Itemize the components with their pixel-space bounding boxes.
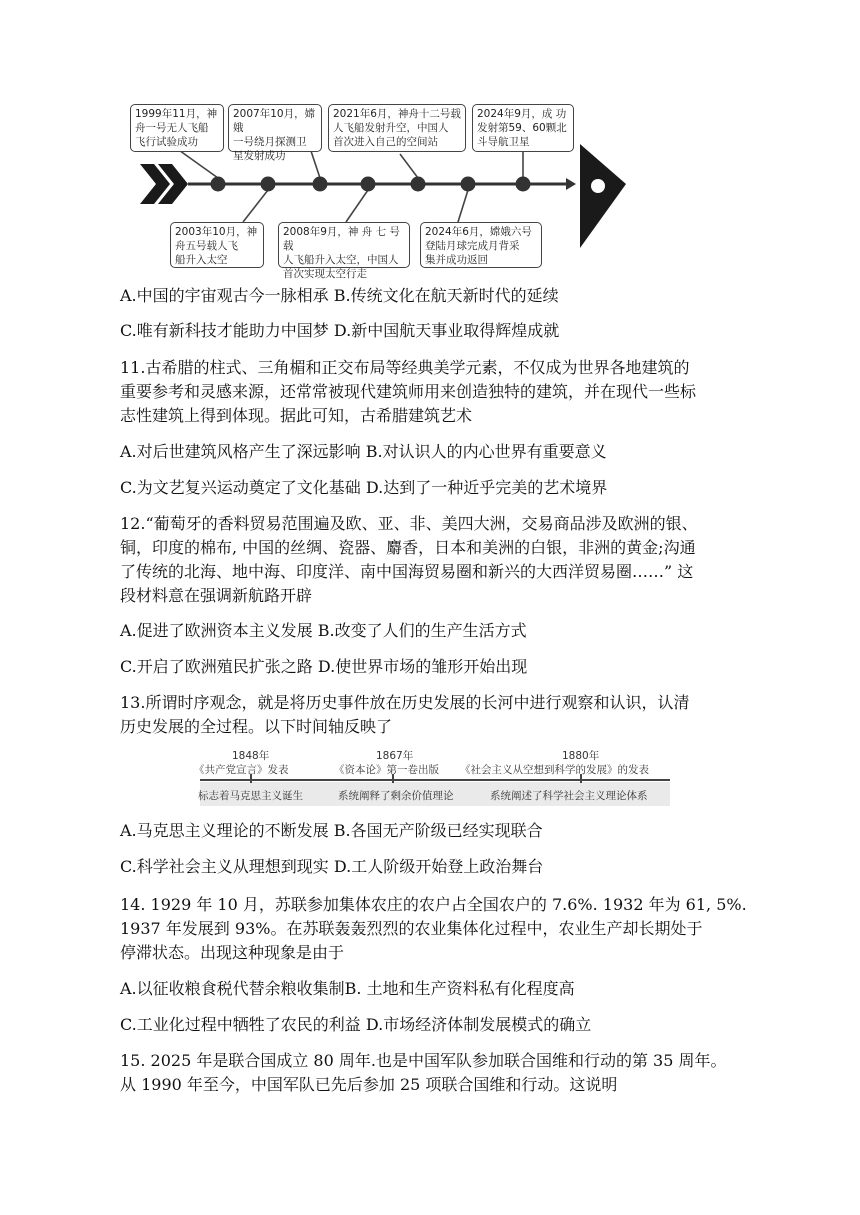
event-box-2024-jun: 2024年6月，嫦娥六号 登陆月球完成月背采 集并成功返回 — [420, 222, 542, 268]
q10-option-cd: C.唯有新科技才能助力中国梦 D.新中国航天事业取得辉煌成就 — [120, 321, 560, 340]
event-title: 《社会主义从空想到科学的发展》的发表 — [460, 764, 649, 776]
q13-option-ab: A.马克思主义理论的不断发展 B.各国无产阶级已经实现联合 — [120, 821, 543, 840]
timeline-dot — [411, 177, 426, 192]
q11-stem: 志性建筑上得到体现。据此可知，古希腊建筑艺术 — [120, 406, 473, 425]
event-box-1999: 1999年11月，神 舟一号无人飞船 飞行试验成功 — [130, 104, 224, 152]
q14-option-cd: C.工业化过程中牺牲了农民的利益 D.市场经济体制发展模式的确立 — [120, 1015, 592, 1034]
q11-option-cd: C.为文艺复兴运动奠定了文化基础 D.达到了一种近乎完美的艺术境界 — [120, 478, 608, 497]
timeline-dot — [461, 177, 476, 192]
event-note: 系统阐释了剩余价值理论 — [338, 790, 454, 802]
q15-stem: 从 1990 年至今，中国军队已先后参加 25 项联合国维和行动。这说明 — [120, 1075, 618, 1094]
event-note: 系统阐述了科学社会主义理论体系 — [490, 790, 648, 802]
event-year: 1880年 — [562, 750, 600, 762]
event-box-2021: 2021年6月，神舟十二号载 人飞船发射升空，中国人 首次进入自己的空间站 — [328, 104, 466, 152]
q14-stem: 14. 1929 年 10 月，苏联参加集体农庄的农户占全国农户的 7.6%. 1932 年为 61, 5%. — [120, 895, 747, 914]
q12-option-cd: C.开启了欧洲殖民扩张之路 D.使世界市场的雏形开始出现 — [120, 657, 528, 676]
q12-stem: 铜，印度的棉布, 中国的丝绸、瓷器、麝香，日本和美洲的白银，非洲的黄金;沟通 — [120, 538, 696, 557]
q12-stem: 段材料意在强调新航路开辟 — [120, 586, 313, 605]
q12-stem: 12.“葡萄牙的香料贸易范围遍及欧、亚、非、美四大洲，交易商品涉及欧洲的银、 — [120, 514, 698, 533]
event-box-2024-sep: 2024年9月，成 功 发射第59、60颗北 斗导航卫星 — [472, 104, 574, 152]
timeline-dot — [361, 177, 376, 192]
q12-stem: 了传统的北海、地中海、印度洋、南中国海贸易圈和新兴的大西洋贸易圈……” 这 — [120, 562, 694, 581]
q14-stem: 1937 年发展到 93%。在苏联轰轰烈烈的农业集体化过程中，农业生产却长期处于 — [120, 919, 703, 938]
event-year: 1867年 — [376, 750, 414, 762]
q10-option-ab: A.中国的宇宙观古今一脉相承 B.传统文化在航天新时代的延续 — [120, 286, 559, 305]
q14-stem: 停滞状态。出现这种现象是由于 — [120, 943, 345, 962]
space-timeline-figure — [128, 98, 628, 280]
q15-stem: 15. 2025 年是联合国成立 80 周年.也是中国军队参加联合国维和行动的第 35 周年。 — [120, 1051, 727, 1070]
event-box-2007: 2007年10月，嫦娥 一号绕月探测卫 星发射成功 — [228, 104, 322, 152]
arrow-head-icon — [580, 144, 626, 248]
q13-stem: 13.所谓时序观念，就是将历史事件放在历史发展的长河中进行观察和认识，认清 — [120, 693, 690, 712]
q11-stem: 重要参考和灵感来源，还常常被现代建筑师用来创造独特的建筑，并在现代一些标 — [120, 382, 697, 401]
q13-option-cd: C.科学社会主义从理想到现实 D.工人阶级开始登上政治舞台 — [120, 857, 544, 876]
event-box-2003: 2003年10月，神 舟五号载人飞 船升入太空 — [170, 222, 264, 268]
q14-option-ab: A.以征收粮食税代替余粮收集制B. 土地和生产资料私有化程度高 — [120, 979, 575, 998]
timeline-dot — [313, 177, 328, 192]
q11-option-ab: A.对后世建筑风格产生了深远影响 B.对认识人的内心世界有重要意义 — [120, 442, 607, 461]
marxism-timeline-figure — [194, 748, 670, 808]
q13-stem: 历史发展的全过程。以下时间轴反映了 — [120, 717, 393, 736]
event-year: 1848年 — [232, 750, 270, 762]
timeline-dot — [261, 177, 276, 192]
event-title: 《共产党宣言》发表 — [194, 764, 289, 776]
q11-stem: 11.古希腊的柱式、三角楣和正交布局等经典美学元素，不仅成为世界各地建筑的 — [120, 358, 690, 377]
event-box-2008: 2008年9月，神 舟 七 号 载 人飞船升入太空，中国人 首次实现太空行走 — [278, 222, 410, 268]
event-note: 标志着马克思主义诞生 — [198, 790, 303, 802]
event-title: 《资本论》第一卷出版 — [334, 764, 439, 776]
timeline-dot — [516, 177, 531, 192]
timeline-dot — [211, 177, 226, 192]
timeline-axis — [200, 779, 670, 781]
q12-option-ab: A.促进了欧洲资本主义发展 B.改变了人们的生产生活方式 — [120, 621, 527, 640]
